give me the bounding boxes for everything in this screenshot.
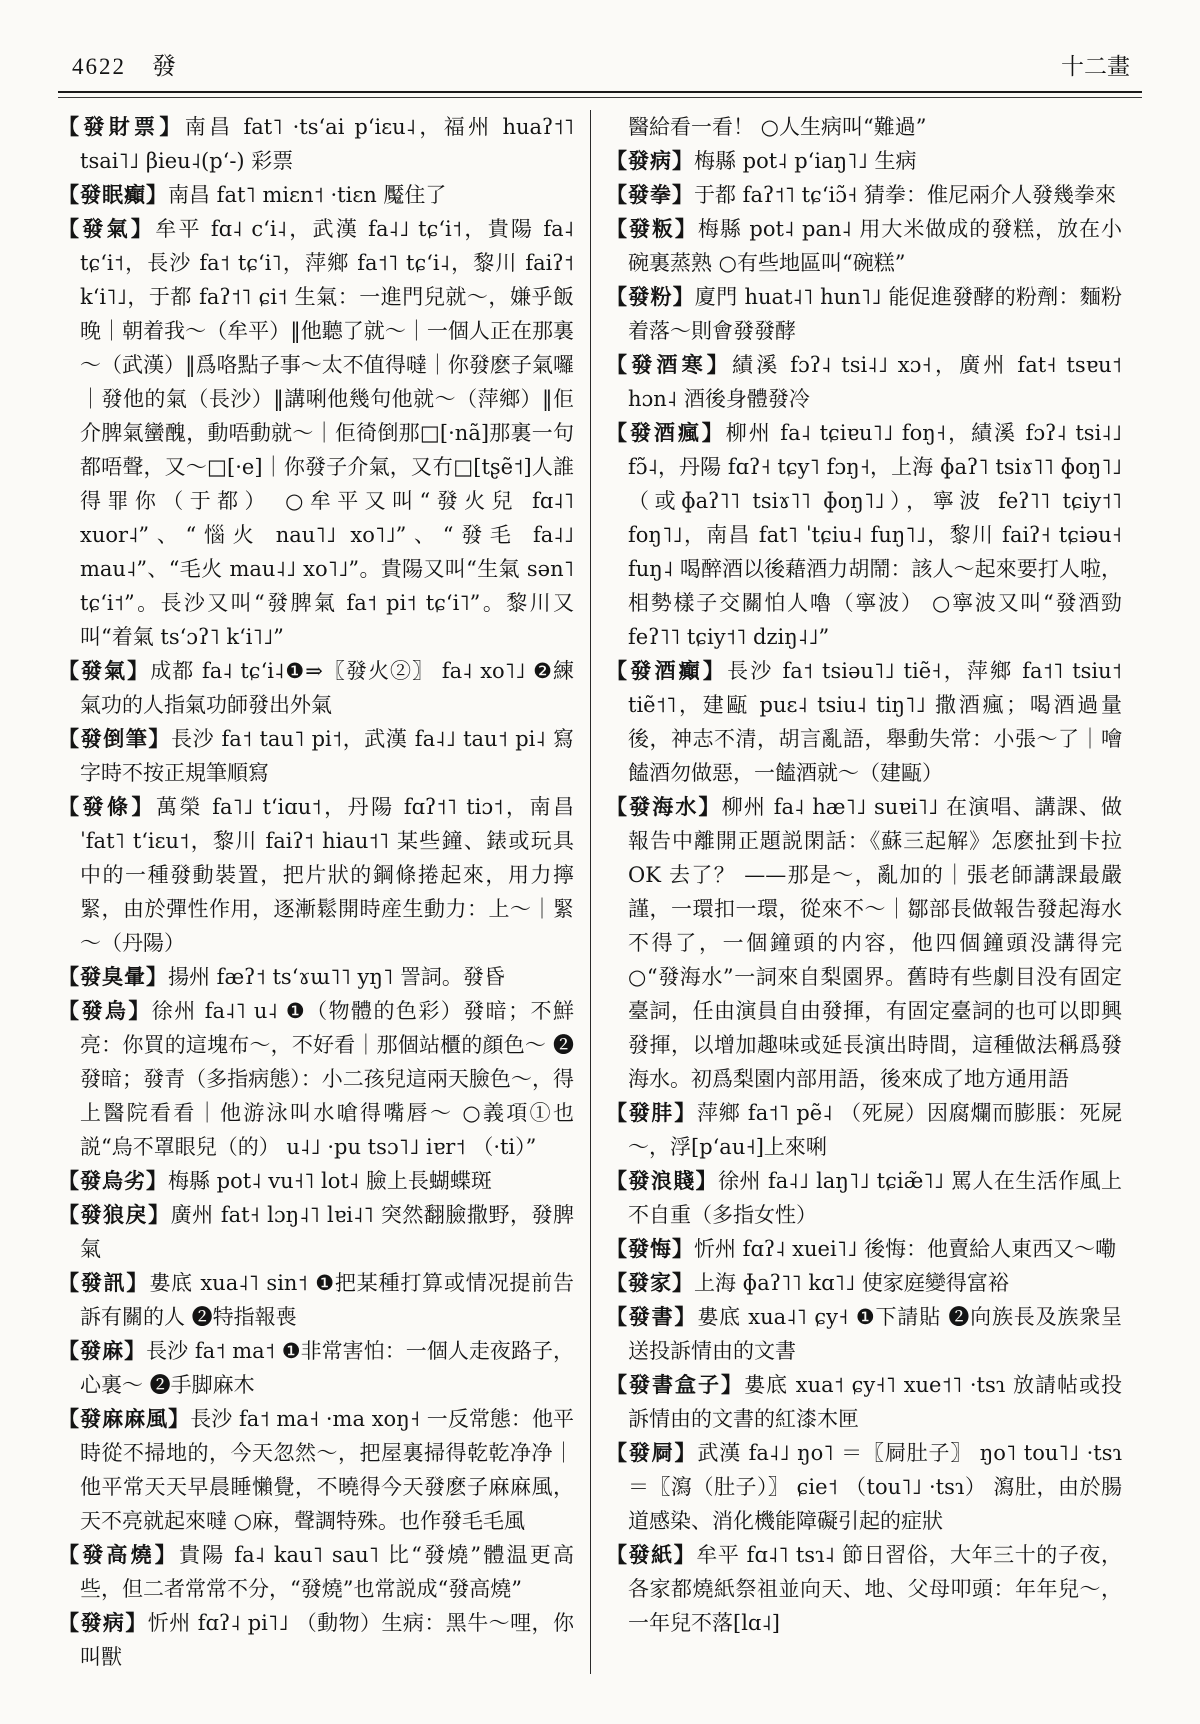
entry-body: 武漢 fa˨˩ ŋo˥ ＝〖屙肚子〗 ŋo˥ tou˥˩ ·tsɿ ＝〖瀉（肚子）〗 ɕie˦ （tou˥˩ ·tsɿ） 瀉肚，由於腸道感染、消化機能障礙引起的症狀: [628, 1441, 1122, 1533]
entry-body: 婁底 xua˦ ɕy˧˥ xue˦˥ ·tsɿ 放請帖或投訴情由的文書的紅漆木匣: [628, 1373, 1122, 1431]
dictionary-entry: [606, 654, 1122, 790]
page-header-left: [72, 46, 204, 81]
entry-headword: 【發書】: [606, 1305, 698, 1329]
entry-body: 萍鄉 fa˦˥ pẽ˨ （死屍）因腐爛而膨脹：死屍～，浮[pʻau˧]上來唎: [628, 1101, 1122, 1159]
entry-headword: 【發粄】: [606, 217, 698, 241]
entry-body: 南昌 fat˥ miɛn˦ ·tiɛn 魘住了: [168, 183, 447, 207]
page-number: 4622: [72, 54, 126, 79]
entry-headword: 【發拳】: [606, 183, 694, 207]
entry-body: 萬榮 fa˥˩ tʻiɑu˦，丹陽 fɑʔ˦˥ tiɔ˦，南昌 ˈfat˥ tʻiɛu˦，黎川 faiʔ˦ hiau˦˥ 某些鐘、錶或玩具中的一種發動裝置，把片狀的鋼條捲起來，用力擰緊，由於彈性作用，逐漸鬆開時産生動力：上～｜緊～（丹陽）: [80, 795, 574, 955]
entry-headword: 【發海水】: [606, 795, 722, 819]
dictionary-entry: [606, 416, 1122, 654]
dictionary-entry: [58, 1606, 574, 1674]
entry-continuation: [606, 110, 1122, 144]
dictionary-entry: [606, 144, 1122, 178]
entry-body: 柳州 fa˨ tɕiɐu˥˩ foŋ˧，績溪 fɔʔ˨ tsi˨˩ fɔ̃˨，丹陽 fɑʔ˧ tɕy˥ fɔŋ˧，上海 ɸaʔ˥ tsiɤ˥˥ ɸoŋ˥˩（或ɸaʔ˥˥ tsiɤ˥˥ ɸoŋ˥˩），寧波 feʔ˥˥ tɕiy˦˥ foŋ˥˩，南昌 fat˥ ˈtɕiu˨ fuŋ˥˩，黎川 faiʔ˧ tɕiəu˧ fuŋ˨ 喝醉酒以後藉酒力胡鬧：該人～起來要打人啦，相勢樣子交關怕人嚕（寧波） ○寧波又叫“發酒勁 feʔ˥˥ tɕiy˦˥ dziŋ˨˩”: [628, 421, 1123, 649]
dictionary-entry: [58, 110, 574, 178]
entry-body: 牟平 fɑ˨ cʻi˨，武漢 fa˨˩ tɕʻi˦，貴陽 fa˨ tɕʻi˦，長沙 fa˦ tɕʻi˥，萍鄉 fa˦˥ tɕʻi˨，黎川 faiʔ˦ kʻi˥˩，于都 faʔ˦˥ ɕi˦ 生氣：一進門兒就～，嫌乎飯晚｜朝着我～（牟平）‖他聽了就～｜一個人正在那裏～（武漢）‖爲咯點子事～太不值得噠｜你發麽子氣囉｜發他的氣（長沙）‖講唎他幾句他就～（萍鄉）‖佢介脾氣蠻醜，動唔動就～｜佢徛倒那□[·nã]那裏一句都唔聲，又～□[·e]｜你發子介氣，又冇□[tʂẽ˦]人誰得罪你（于都） ○牟平又叫“發火兒 fɑ˨˥ xuor˨”、“惱火 nau˥˩ xo˥˩”、“發毛 fa˨˩ mau˨”、“毛火 mau˨˩ xo˥˩”。貴陽又叫“生氣 sən˥ tɕʻi˦”。長沙又叫“發脾氣 fa˦ pi˦ tɕʻi˥”。黎川又叫“着氣 tsʻɔʔ˥ kʻi˥˩”: [80, 217, 574, 649]
entry-headword: 【發麻麻風】: [58, 1407, 191, 1431]
entry-body: 醫給看一看！ ○人生病叫“難過”: [628, 115, 927, 139]
entry-headword: 【發高燒】: [58, 1543, 180, 1567]
entry-headword: 【發屙】: [606, 1441, 698, 1465]
stroke-count-label: 十二畫: [1061, 54, 1130, 79]
entry-headword: 【發酒癲】: [606, 659, 728, 683]
dictionary-entry: [606, 1232, 1122, 1266]
entry-headword: 【發倒筆】: [58, 727, 172, 751]
dictionary-entry: [606, 1368, 1122, 1436]
entry-body: 梅縣 pot˨ pʻiaŋ˥˩ 生病: [694, 149, 917, 173]
dictionary-entry: [606, 1300, 1122, 1368]
dictionary-entry: [606, 178, 1122, 212]
entry-headword: 【發酒瘋】: [606, 421, 726, 445]
entry-headword: 【發粉】: [606, 285, 696, 309]
entry-body: 梅縣 pot˨ pan˨ 用大米做成的發糕，放在小碗裏蒸熟 ○有些地區叫“碗糕”: [628, 217, 1122, 275]
page-section-character: 發: [152, 54, 178, 80]
dictionary-entry: [58, 960, 574, 994]
entry-headword: 【發訊】: [58, 1271, 150, 1295]
entry-body: 績溪 fɔʔ˨ tsi˨˩ xɔ˧，廣州 fat˧ tsɐu˦ hɔn˨ 酒後身體發冷: [628, 353, 1123, 411]
entry-body: 牟平 fɑ˨˥ tsɿ˨ 節日習俗，大年三十的子夜，各家都燒紙祭祖並向天、地、父母叩頭：年年兒～，一年兒不落[lɑ˨]: [628, 1543, 1123, 1635]
dictionary-entry: [606, 212, 1122, 280]
entry-headword: 【發財票】: [58, 115, 185, 139]
entry-body: 長沙 fa˦ tau˥ pi˦，武漢 fa˨˩ tau˦ pi˨ 寫字時不按正規筆順寫: [80, 727, 575, 785]
entry-body: 徐州 fa˨˩ laŋ˥˩ tɕiæ̃˥˩ 罵人在生活作風上不自重（多指女性）: [628, 1169, 1122, 1227]
dictionary-entry: [58, 722, 574, 790]
entry-body: 婁底 xua˨˥ sin˦ ❶把某種打算或情况提前告訴有關的人 ❷特指報喪: [80, 1271, 574, 1329]
dictionary-entry: [58, 1164, 574, 1198]
text-columns: [58, 110, 1142, 1674]
entry-headword: 【發狼戾】: [58, 1203, 171, 1227]
entry-body: 上海 ɸaʔ˥˥ kɑ˥˩ 使家庭變得富裕: [694, 1271, 1009, 1295]
dictionary-entry: [606, 1538, 1122, 1640]
entry-body: 南昌 fat˥ ·tsʻai pʻiɛu˨，福州 huaʔ˦˥ tsai˥˩ βieu˨(pʻ-) 彩票: [80, 115, 575, 173]
entry-headword: 【發肨】: [606, 1101, 697, 1125]
entry-body: 成都 fa˨ tɕʻi˨❶⇒〖發火②〗 fa˨ xo˥˩ ❷練氣功的人指氣功師發出外氣: [80, 659, 574, 717]
entry-headword: 【發病】: [58, 1611, 148, 1635]
entry-headword: 【發眠癲】: [58, 183, 168, 207]
entry-body: 廣州 fat˧ lɔŋ˨˥ lɐi˨˥ 突然翻臉撒野，發脾氣: [80, 1203, 575, 1261]
entry-body: 忻州 fɑʔ˨ pi˥˩ （動物）生病：黑牛～哩，你叫獸: [80, 1611, 574, 1669]
entry-headword: 【發紙】: [606, 1543, 697, 1567]
entry-headword: 【發悔】: [606, 1237, 694, 1261]
entry-headword: 【發酒寒】: [606, 353, 732, 377]
entry-headword: 【發書盒子】: [606, 1373, 745, 1397]
entry-body: 忻州 fɑʔ˨ xuei˥˩ 後悔：他賣給人東西又～嘞: [694, 1237, 1117, 1261]
entry-headword: 【發臭暈】: [58, 965, 168, 989]
page-header-right: [1061, 48, 1130, 81]
dictionary-entry: [606, 790, 1122, 1096]
right-column: [606, 110, 1122, 1674]
entry-body: 貴陽 fa˨ kau˥ sau˥ 比“發燒”體温更高些，但二者常常不分，“發燒”也常説成“發高燒”: [80, 1543, 574, 1601]
dictionary-entry: [58, 212, 574, 654]
left-column: [58, 110, 574, 1674]
entry-body: 長沙 fa˦ ma˦ ❶非常害怕：一個人走夜路子，心裏～ ❷手脚麻木: [80, 1339, 575, 1397]
entry-headword: 【發烏】: [58, 999, 152, 1023]
entry-body: 柳州 fa˨ hæ˥˩ suɐi˥˩ 在演唱、講課、做報告中離開正題説閑話：《蘇三起解》怎麽扯到卡拉 OK 去了？ ——那是～，亂加的｜張老師講課最嚴謹，一環扣一環，從來不～｜鄒部長做報告發起海水不得了，一個鐘頭的内容，他四個鐘頭没講得完 ○“發海水”一詞來自梨園界。舊時有些劇目没有固定臺詞，任由演員自由發揮，有固定臺詞的也可以即興發揮，以增加趣味或延長演出時間，這種做法稱爲發海水。初爲梨園内部用語，後來成了地方通用語: [628, 795, 1123, 1091]
entry-headword: 【發浪賤】: [606, 1169, 719, 1193]
entry-body: 廈門 huat˨˥ hun˥˩ 能促進發酵的粉劑：麵粉着落～則會發發酵: [628, 285, 1122, 343]
dictionary-entry: [606, 348, 1122, 416]
column-divider: [590, 110, 591, 1674]
entry-body: 梅縣 pot˨ vu˧˥ lot˨ 臉上長蝴蝶斑: [168, 1169, 492, 1193]
dictionary-entry: [58, 654, 574, 722]
dictionary-entry: [606, 1096, 1122, 1164]
entry-headword: 【發家】: [606, 1271, 694, 1295]
dictionary-entry: [58, 1334, 574, 1402]
entry-body: 長沙 fa˦ tsiəu˥˩ tiẽ˧，萍鄉 fa˦˥ tsiu˦ tiẽ˦˥，建甌 puɛ˨ tsiu˨ tiŋ˥˩ 撒酒瘋；喝酒過量後，神志不清，胡言亂語，舉動失常：小張～了｜噲饁酒勿做惡，一饁酒就～（建甌）: [628, 659, 1123, 785]
page-header: [58, 46, 1142, 91]
dictionary-entry: [606, 1436, 1122, 1538]
dictionary-entry: [58, 178, 574, 212]
entry-body: 長沙 fa˦ ma˧ ·ma xoŋ˧ 一反常態：他平時從不掃地的，今天忽然～，把屋裏掃得乾乾净净｜他平常天天早晨睡懶覺，不曉得今天發麽子麻麻風，天不亮就起來噠 ○麻，聲調特殊。也作發毛毛風: [80, 1407, 575, 1533]
dictionary-entry: [58, 790, 574, 960]
dictionary-entry: [58, 1266, 574, 1334]
dictionary-entry: [606, 1164, 1122, 1232]
entry-body: 婁底 xua˨˥ ɕy˧ ❶下請貼 ❷向族長及族衆呈送投訴情由的文書: [628, 1305, 1123, 1363]
entry-headword: 【發烏劣】: [58, 1169, 168, 1193]
dictionary-entry: [58, 1402, 574, 1538]
entry-headword: 【發氣】: [58, 217, 156, 241]
dictionary-entry: [606, 1266, 1122, 1300]
dictionary-entry: [58, 1198, 574, 1266]
dictionary-entry: [58, 1538, 574, 1606]
entry-headword: 【發麻】: [58, 1339, 147, 1363]
entry-headword: 【發條】: [58, 795, 157, 819]
entry-body: 于都 faʔ˦˥ tɕʻiɔ̃˧ 猜拳：倠尼兩介人發幾拳來: [694, 183, 1116, 207]
entry-headword: 【發病】: [606, 149, 694, 173]
entry-body: 徐州 fa˨˥ u˨ ❶（物體的色彩）發暗；不鮮亮：你買的這塊布～，不好看｜那個站櫃的顔色～ ❷發暗；發青（多指病態）：小二孩兒這兩天臉色～，得上醫院看看｜他游泳叫水嗆得嘴唇～ ○義項①也説“烏不罩眼兒（的） u˨˩ ·pu tsɔ˥˩ iɐr˦ （·ti）”: [80, 999, 574, 1159]
dictionary-entry: [606, 280, 1122, 348]
header-rule: [58, 91, 1142, 98]
entry-headword: 【發氣】: [58, 659, 151, 683]
dictionary-entry: [58, 994, 574, 1164]
entry-body: 揚州 fæʔ˦ tsʻɤɯ˥˥ yŋ˥ 詈詞。發昏: [168, 965, 505, 989]
